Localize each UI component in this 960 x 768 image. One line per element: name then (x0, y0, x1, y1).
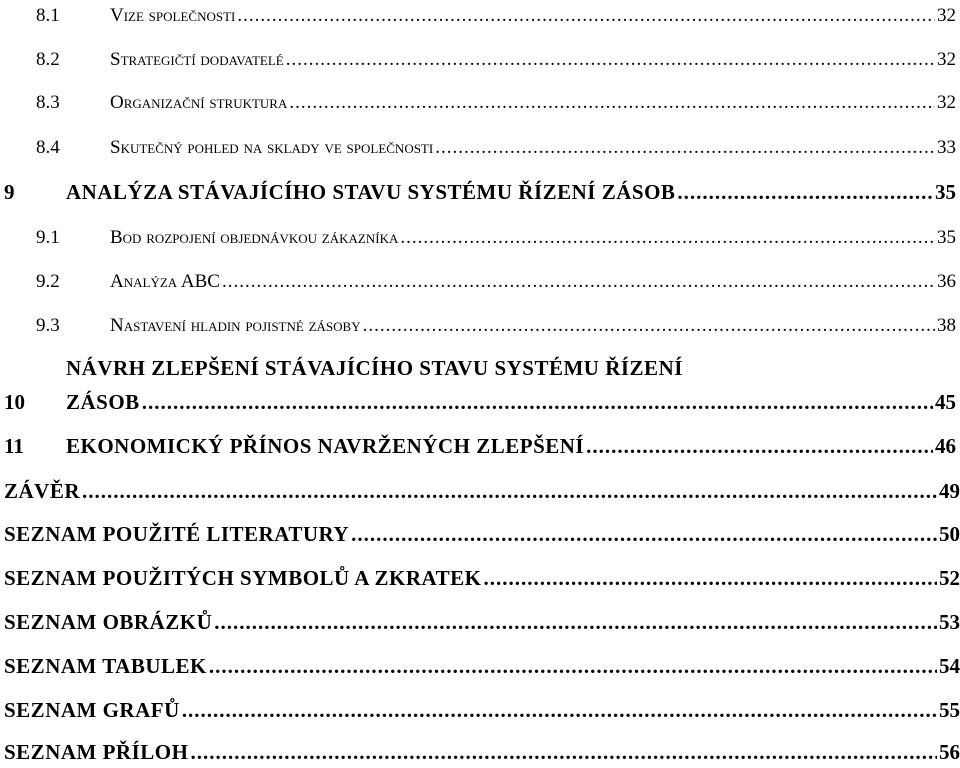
toc-entry-grafy[interactable] (0, 700, 960, 721)
toc-title: ZÁVĚR (4, 479, 81, 503)
toc-page-number: 55 (939, 698, 960, 722)
toc-title: Bod rozpojení objednávkou zákazníka (110, 227, 399, 248)
toc-page-number: 33 (937, 137, 956, 158)
toc-title: Organizační struktura (110, 92, 288, 113)
toc-leader-dots (286, 50, 935, 69)
toc-page-number: 38 (937, 315, 956, 336)
toc-entry-8-2[interactable] (0, 50, 956, 69)
toc-entry-9[interactable] (0, 182, 956, 203)
toc-page-number: 35 (935, 180, 956, 204)
toc-page-number: 36 (937, 271, 956, 292)
toc-title: Strategičtí dodavatelé (110, 49, 284, 70)
toc-entry-8-3[interactable] (0, 93, 956, 112)
toc-page-number: 32 (937, 49, 956, 70)
toc-title: SEZNAM OBRÁZKŮ (4, 610, 213, 634)
toc-title: SEZNAM POUŽITÝCH SYMBOLŮ A ZKRATEK (4, 566, 482, 590)
toc-page-number: 53 (939, 610, 960, 634)
toc-leader-dots (435, 138, 935, 157)
toc-entry-10[interactable] (0, 392, 956, 413)
toc-leader-dots (214, 612, 937, 633)
toc-number: 10 (4, 390, 25, 414)
toc-entry-9-1[interactable] (0, 228, 956, 247)
toc-page-number: 50 (939, 522, 960, 546)
toc-entry-zaver[interactable] (0, 481, 960, 502)
toc-title: SEZNAM POUŽITÉ LITERATURY (4, 522, 350, 546)
toc-title: SEZNAM TABULEK (4, 654, 207, 678)
toc-leader-dots (142, 392, 933, 413)
toc-entry-9-2[interactable] (0, 272, 956, 291)
toc-number: 11 (4, 434, 24, 458)
toc-page-number: 45 (935, 390, 956, 414)
toc-number: 8.3 (36, 92, 60, 113)
toc-leader-dots (677, 182, 933, 203)
toc-leader-dots (289, 93, 935, 112)
toc-page-number: 46 (935, 434, 956, 458)
toc-entry-11[interactable] (0, 436, 956, 457)
toc-number: 8.2 (36, 49, 60, 70)
toc-leader-dots (209, 656, 937, 677)
toc-entry-8-1[interactable] (0, 6, 956, 25)
toc-entry-literatura[interactable] (0, 524, 960, 545)
toc-title: SEZNAM PŘÍLOH (4, 740, 189, 764)
toc-number: 9 (4, 180, 15, 204)
toc-number: 9.3 (36, 315, 60, 336)
toc-title: Skutečný pohled na sklady ve společnosti (110, 137, 434, 158)
toc-leader-dots (351, 524, 937, 545)
toc-leader-dots (190, 742, 937, 763)
toc-number: 9.1 (36, 227, 60, 248)
toc-leader-dots (182, 700, 937, 721)
toc-number: 8.1 (36, 5, 60, 26)
toc-page-number: 32 (937, 92, 956, 113)
toc-entry-10-title-line1: NÁVRH ZLEPŠENÍ STÁVAJÍCÍHO STAVU SYSTÉMU ŘÍZENÍ (66, 356, 683, 380)
toc-page-number: 54 (939, 654, 960, 678)
toc-number: 9.2 (36, 271, 60, 292)
toc-title: ZÁSOB (66, 390, 140, 414)
toc-leader-dots (363, 316, 935, 335)
toc-page-number: 49 (939, 479, 960, 503)
toc-entry-8-4[interactable] (0, 138, 956, 157)
toc-title: ANALÝZA STÁVAJÍCÍHO STAVU SYSTÉMU ŘÍZENÍ ZÁSOB (66, 180, 676, 204)
toc-leader-dots (400, 228, 935, 247)
toc-leader-dots (484, 568, 937, 589)
toc-title: EKONOMICKÝ PŘÍNOS NAVRŽENÝCH ZLEPŠENÍ (66, 434, 585, 458)
toc-page-number: 52 (939, 566, 960, 590)
toc-number: 8.4 (36, 137, 60, 158)
toc-entry-tabulky[interactable] (0, 656, 960, 677)
toc-title: SEZNAM GRAFŮ (4, 698, 180, 722)
toc-leader-dots (237, 6, 935, 25)
toc-page-number: 32 (937, 5, 956, 26)
toc-title: Vize společnosti (110, 5, 236, 26)
toc-page-number: 56 (939, 740, 960, 764)
toc-title: Analýza ABC (110, 271, 220, 292)
toc-entry-9-3[interactable] (0, 316, 956, 335)
toc-page-number: 35 (937, 227, 956, 248)
toc-entry-obrazky[interactable] (0, 612, 960, 633)
toc-leader-dots (82, 481, 937, 502)
toc-leader-dots (586, 436, 933, 457)
toc-entry-prilohy[interactable] (0, 742, 960, 763)
toc-entry-symboly[interactable] (0, 568, 960, 589)
toc-title: Nastavení hladin pojistné zásoby (110, 315, 361, 336)
toc-leader-dots (222, 272, 935, 291)
